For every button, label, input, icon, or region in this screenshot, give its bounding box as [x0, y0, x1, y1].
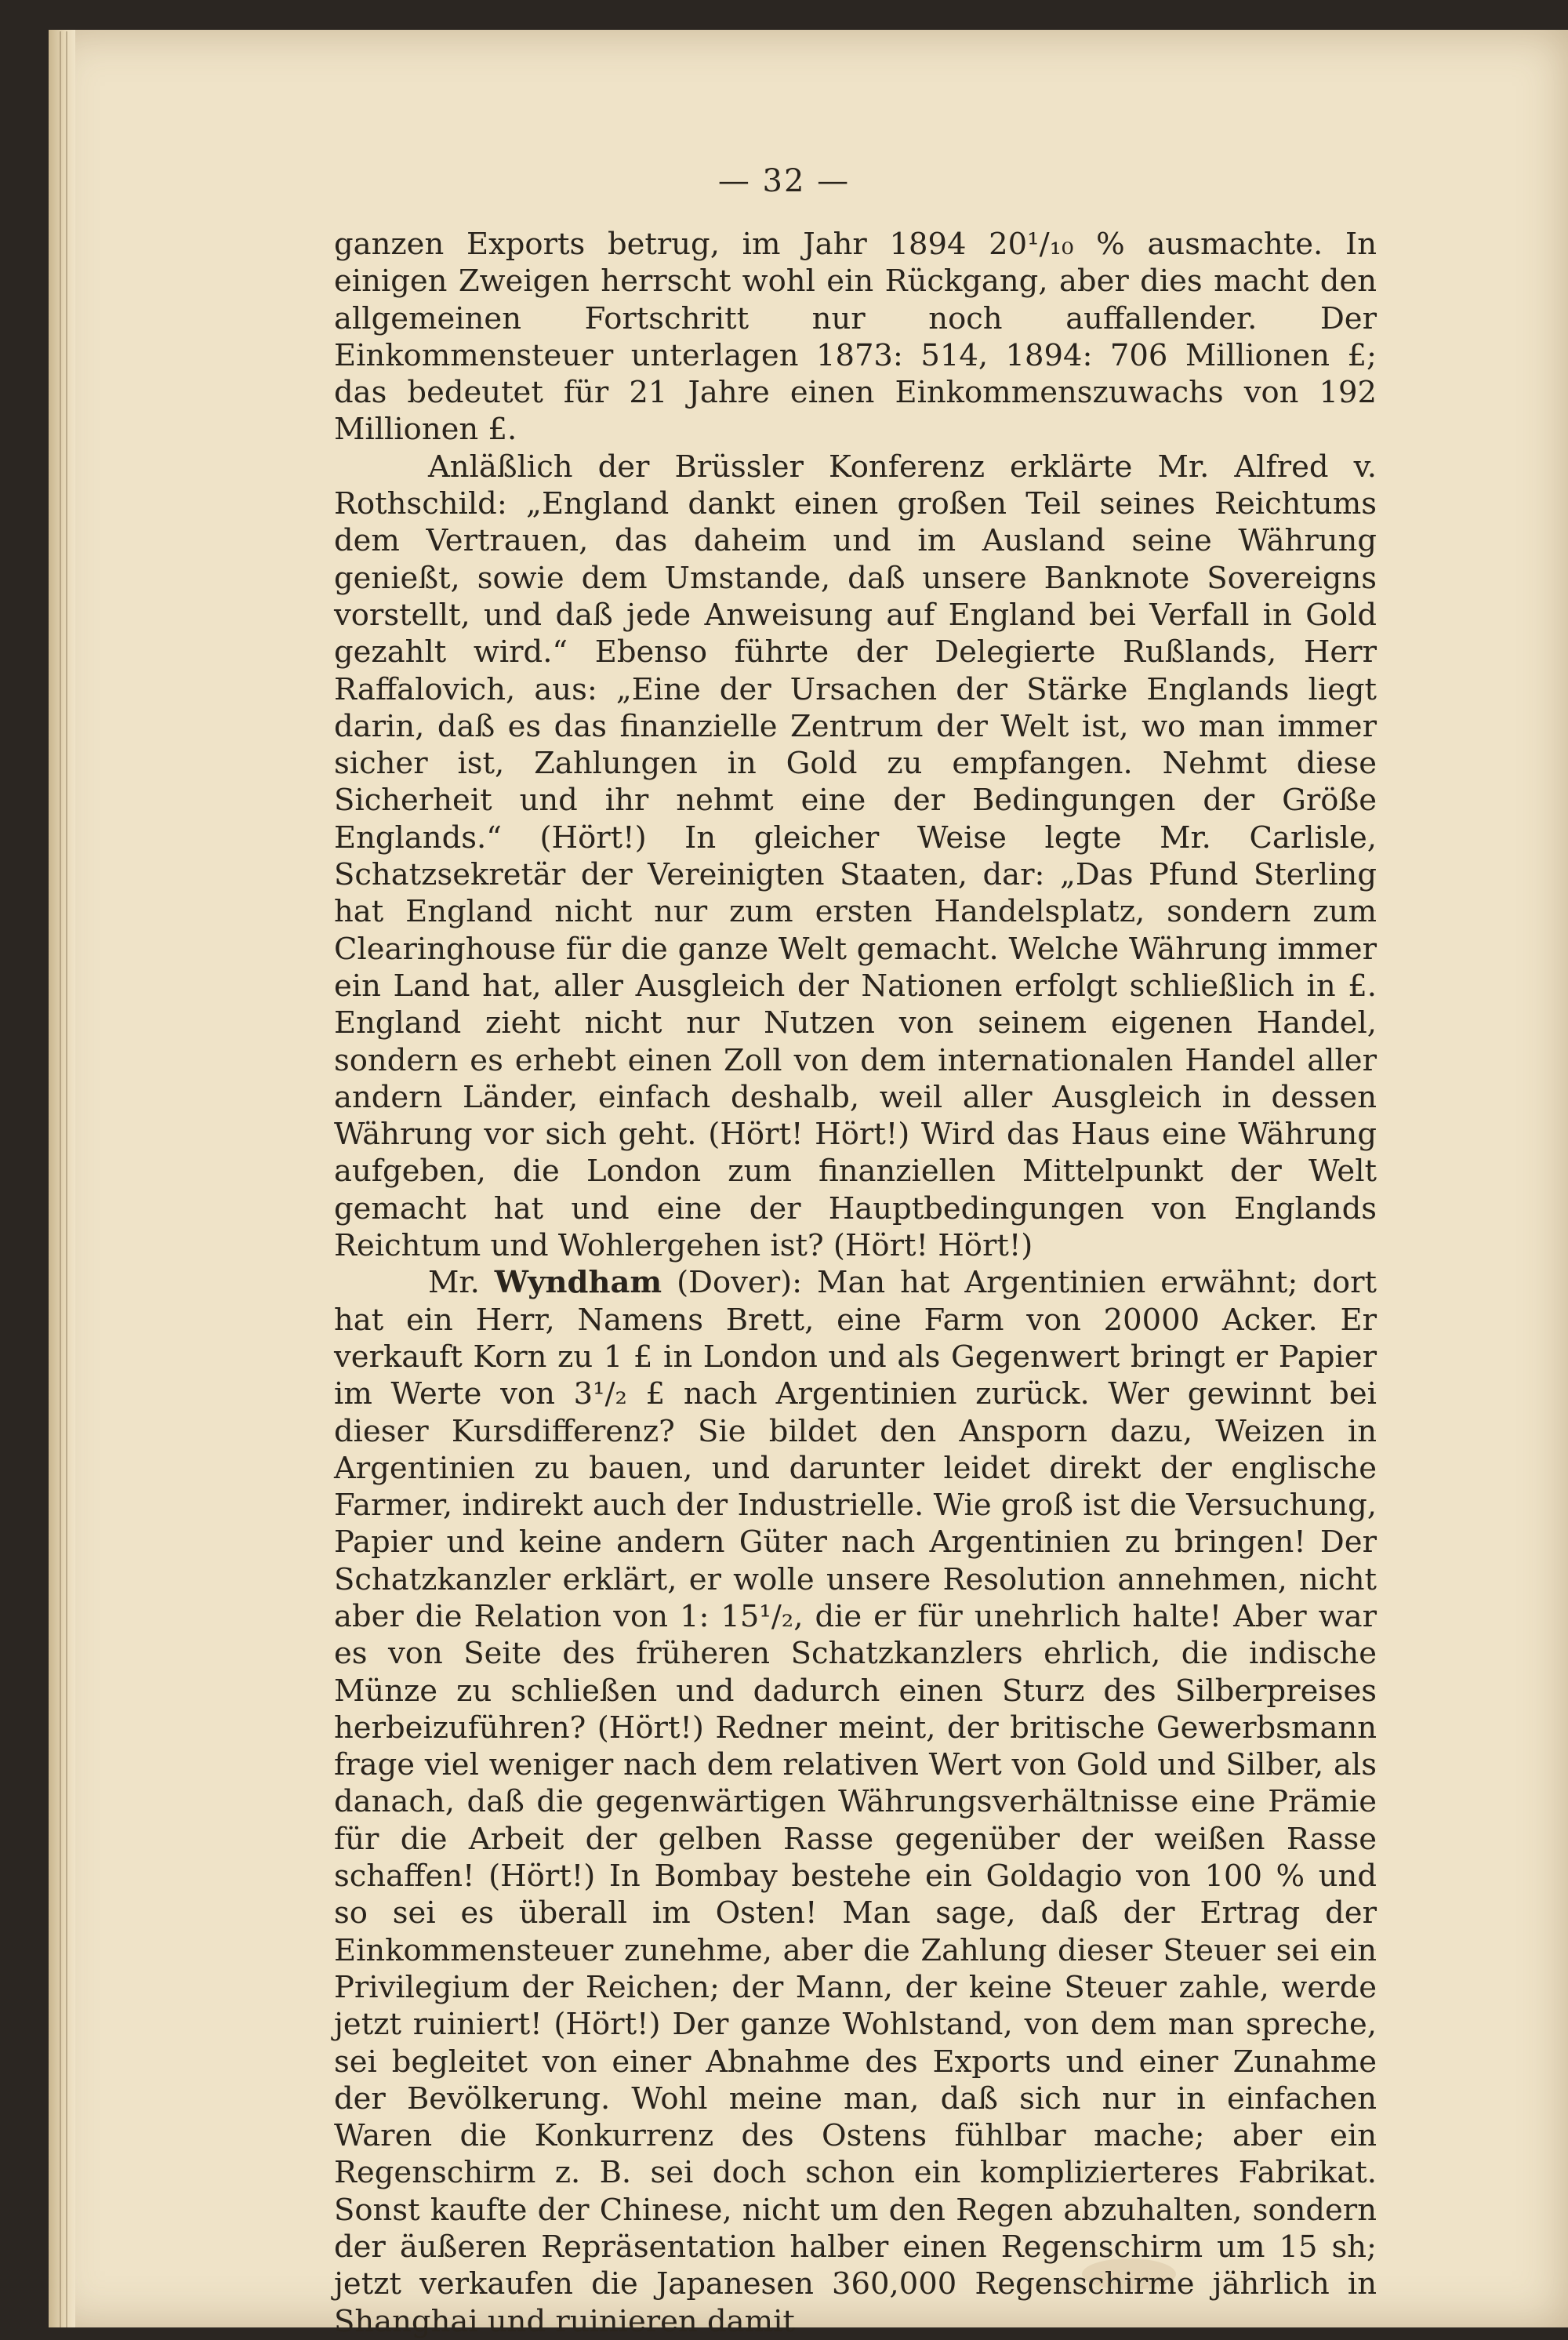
body-text: [334, 226, 1377, 2340]
paragraph: Anläßlich der Brüssler Konferenz erklärte Mr. Alfred v. Rothschild: „England dankt einen großen Teil seines Reichtums dem Vertrauen, das daheim und im Ausland seine Währung genießt, sowie dem Umstande, daß unsere Banknote Sovereigns vorstellt, und daß jede Anweisung auf England bei Verfall in Gold gezahlt wird.“ Ebenso führte der Delegierte Rußlands, Herr Raffalovich, aus: „Eine der Ursachen der Stärke Englands liegt darin, daß es das finanzielle Zentrum der Welt ist, wo man immer sicher ist, Zahlungen in Gold zu empfangen. Nehmt diese Sicherheit und ihr nehmt eine der Bedingungen der Größe Englands.“ (Hört!) In gleicher Weise legte Mr. Carlisle, Schatzsekretär der Vereinigten Staaten, dar: „Das Pfund Sterling hat England nicht nur zum ersten Handelsplatz, sondern zum Clearinghouse für die ganze Welt gemacht. Welche Währung immer ein Land hat, aller Ausgleich der Nationen erfolgt schließlich in £. England zieht nicht nur Nutzen von seinem eigenen Handel, sondern es erhebt einen Zoll von dem internationalen Handel aller andern Länder, einfach deshalb, weil aller Ausgleich in dessen Währung vor sich geht. (Hört! Hört!) Wird das Haus eine Währung aufgeben, die London zum finanziellen Mittelpunkt der Welt gemacht hat und eine der Hauptbedingungen von Englands Reichtum und Wohlergehen ist? (Hört! Hört!): [334, 449, 1377, 1264]
binding-rule: [66, 31, 67, 2327]
page-number: — 32 —: [717, 163, 851, 199]
paragraph: ganzen Exports betrug, im Jahr 1894 20¹/₁₀ % ausmachte. In einigen Zweigen herrscht wohl ein Rückgang, aber dies macht den allgemeinen Fortschritt nur noch auffallender. Der Einkommensteuer unterlagen 1873: 514, 1894: 706 Millionen £; das bedeutet für 21 Jahre einen Einkommenszuwachs von 192 Millionen £.: [334, 227, 1377, 448]
binding-edge: [49, 30, 75, 2327]
speaker-title: Mr.: [428, 1265, 480, 1301]
paragraph: [334, 1264, 1377, 2340]
paragraph-text: (Dover): Man hat Argentinien erwähnt; dort hat ein Herr, Namens Brett, eine Farm von 20000 Acker. Er verkauft Korn zu 1 £ in London und als Gegenwert bringt er Papier im Werte von 3¹/₂ £ nach Argentinien zurück. Wer gewinnt bei dieser Kursdifferenz? Sie bildet den Ansporn dazu, Weizen in Argentinien zu bauen, und darunter leidet direkt der englische Farmer, indirekt auch der Industrielle. Wie groß ist die Versuchung, Papier und keine andern Güter nach Argentinien zu bringen! Der Schatzkanzler erklärt, er wolle unsere Resolution annehmen, nicht aber die Relation von 1: 15¹/₂, die er für unehrlich halte! Aber war es von Seite des früheren Schatzkanzlers ehrlich, die indische Münze zu schließen und dadurch einen Sturz des Silberpreises herbeizuführen? (Hört!) Redner meint, der britische Gewerbsmann frage viel weniger nach dem relativen Wert von Gold und Silber, als danach, daß die gegenwärtigen Währungsverhältnisse eine Prämie für die Arbeit der gelben Rasse gegenüber der weißen Rasse schaffen! (Hört!) In Bombay bestehe ein Goldagio von 100 % und so sei es überall im Osten! Man sage, daß der Ertrag der Einkommensteuer zunehme, aber die Zahlung dieser Steuer sei ein Privilegium der Reichen; der Mann, der keine Steuer zahle, werde jetzt ruiniert! (Hört!) Der ganze Wohlstand, von dem man spreche, sei begleitet von einer Abnahme des Exports und einer Zunahme der Bevölkerung. Wohl meine man, daß sich nur in einfachen Waren die Konkurrenz des Ostens fühlbar mache; aber ein Regenschirm z. B. sei doch schon ein komplizierteres Fabrikat. Sonst kaufte der Chinese, nicht um den Regen abzuhalten, sondern der äußeren Repräsentation halber einen Regenschirm um 15 sh; jetzt verkaufen die Japanesen 360,000 Regenschirme jährlich in Shanghai und ruinieren damit: [334, 1265, 1377, 2339]
binding-rule: [60, 31, 61, 2327]
speaker-name: Wyndham: [494, 1265, 662, 1301]
